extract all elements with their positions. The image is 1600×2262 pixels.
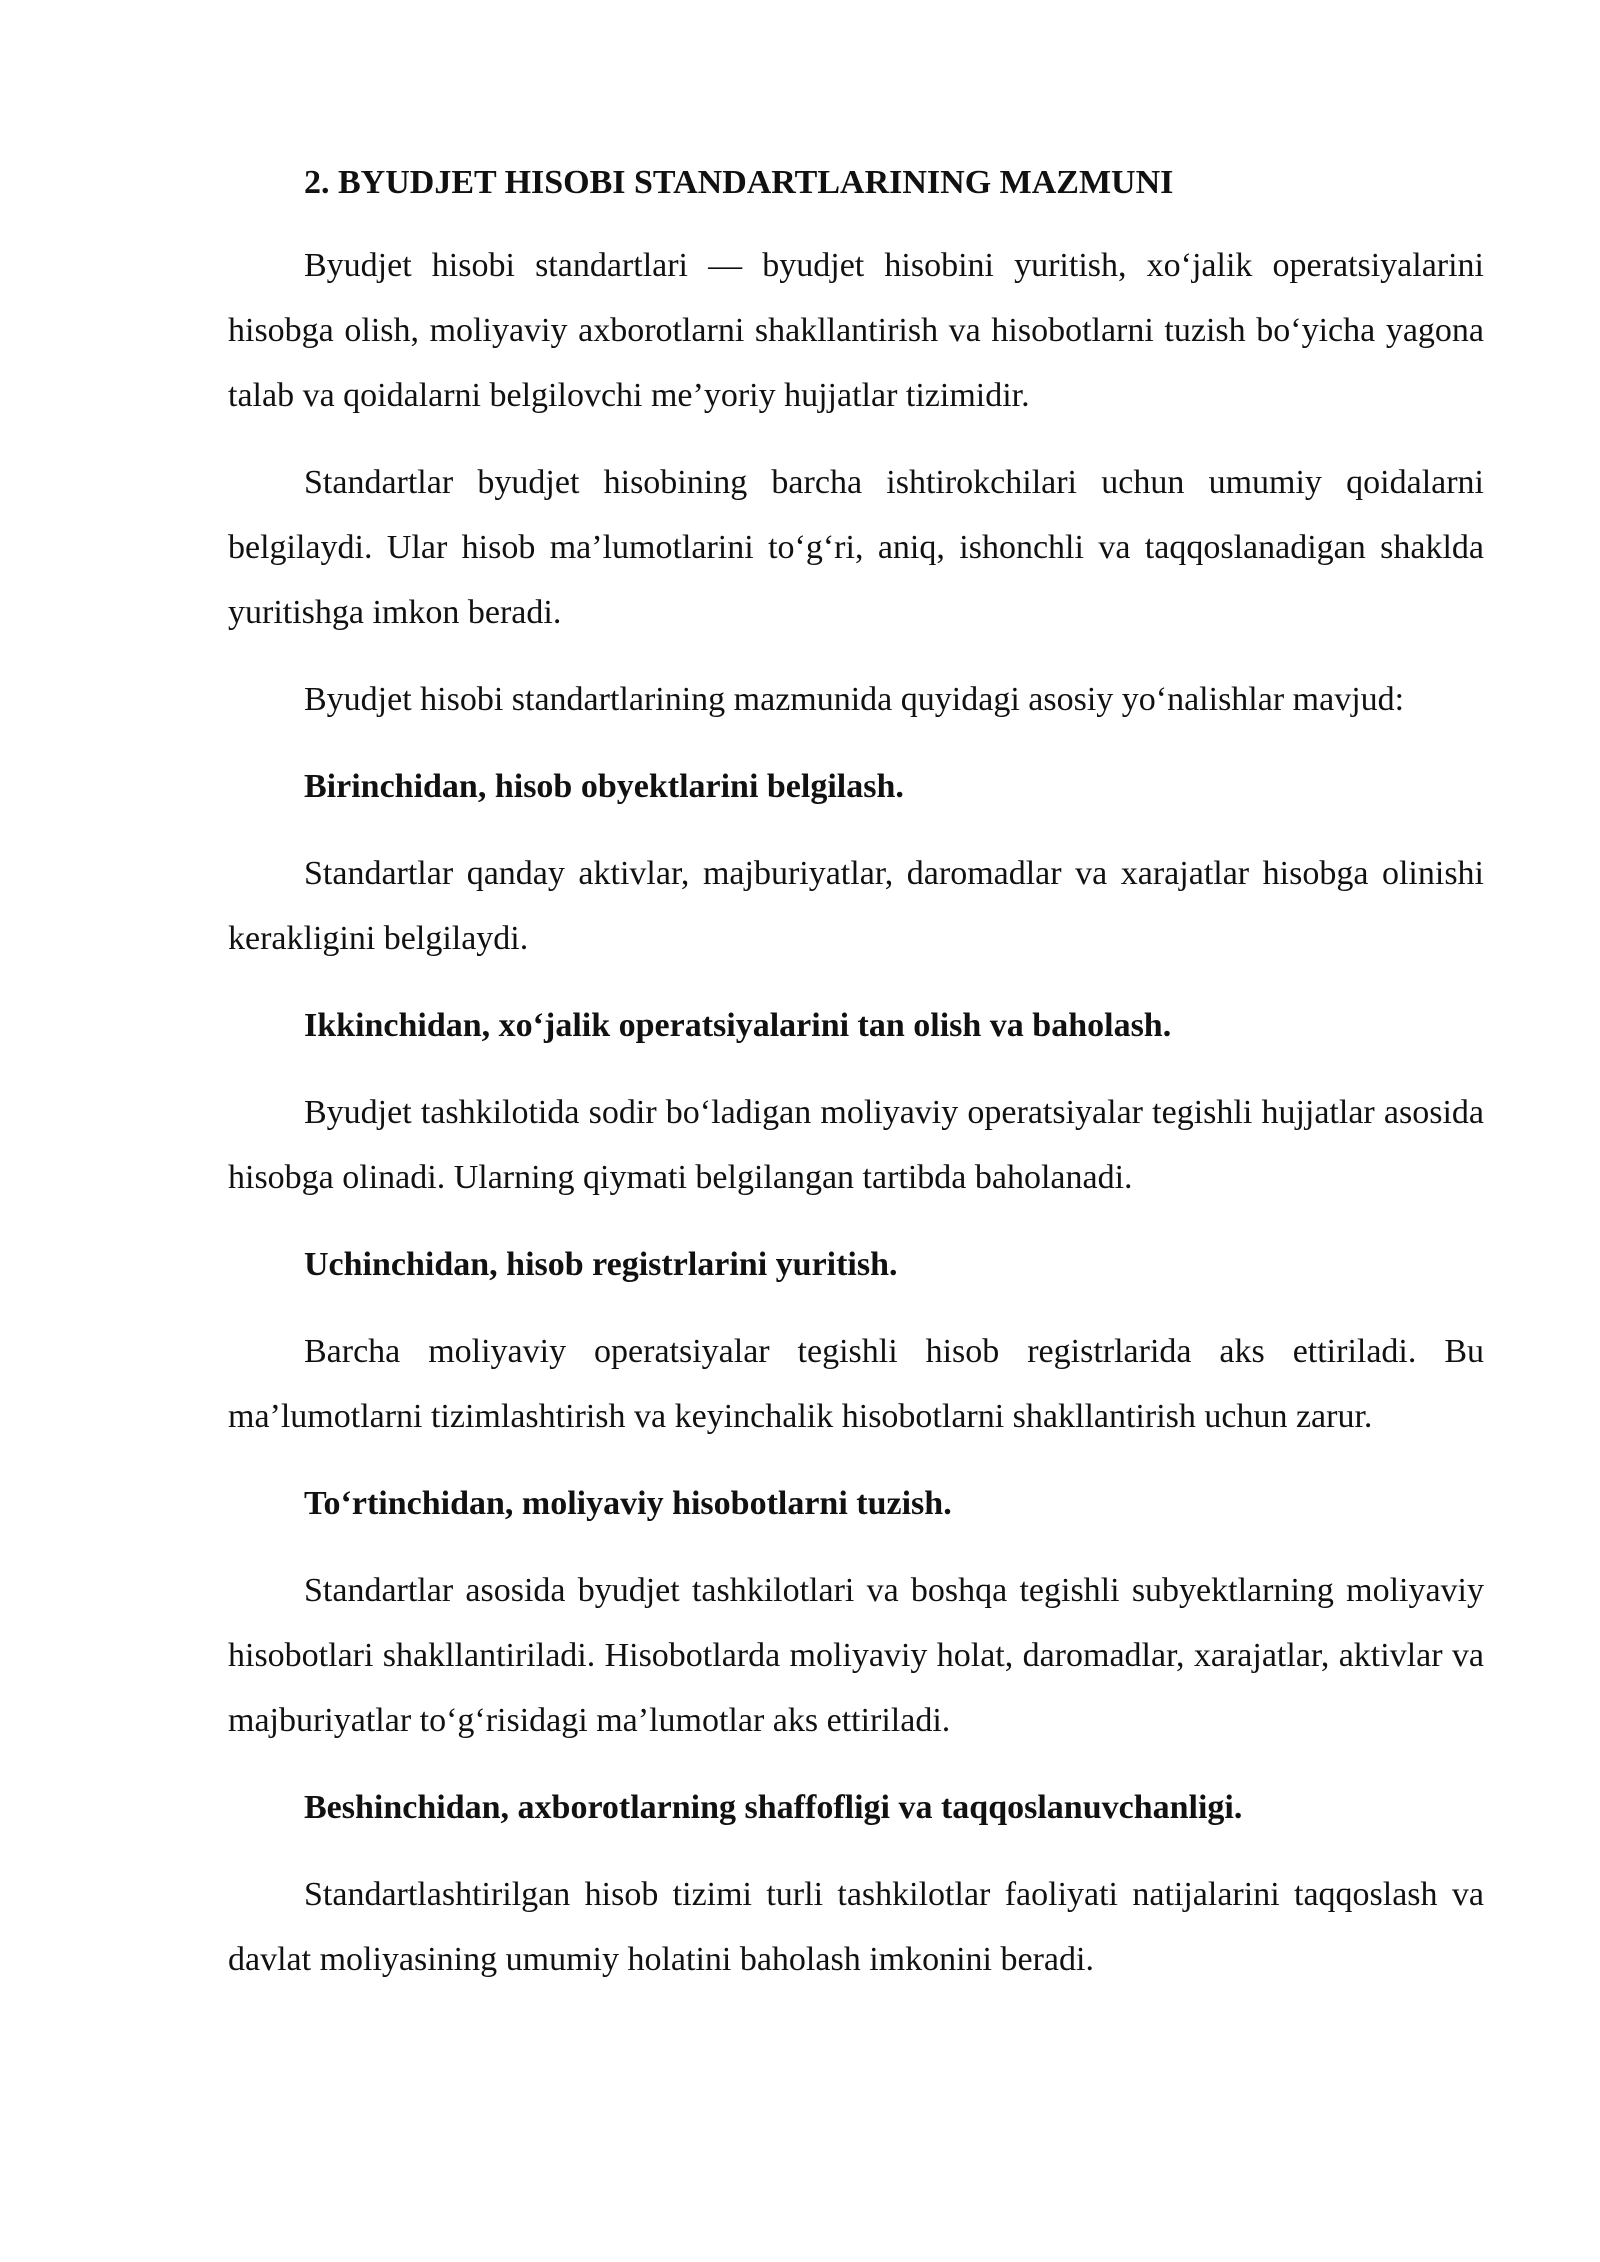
subheading-fourth: To‘rtinchidan, moliyaviy hisobotlarni tuzish. [304,1485,952,1522]
paragraph-definition: Byudjet hisobi standartlari — byudjet hisobini yuritish, xo‘jalik operatsiyalarini hisobga olish, moliyaviy axborotlarni shakllantirish va hisobotlarni tuzish bo‘yicha yagona talab va qoidalarni belgilovchi me’yoriy hujjatlar tizimidir. [228,247,1484,414]
paragraph-fourth: Standartlar asosida byudjet tashkilotlari va boshqa tegishli subyektlarning moliyaviy hisobotlari shakllantiriladi. Hisobotlarda moliyaviy holat, daromadlar, xarajatlar, aktivlar va majburiyatlar to‘g‘risidagi ma’lumotlar aks ettiriladi. [228,1572,1484,1739]
paragraph-first: Standartlar qanday aktivlar, majburiyatlar, daromadlar va xarajatlar hisobga olinishi kerakligini belgilaydi. [228,855,1484,957]
paragraph-standards-rules: Standartlar byudjet hisobining barcha ishtirokchilari uchun umumiy qoidalarni belgilaydi. Ular hisob ma’lumotlarini to‘g‘ri, aniq, ishonchli va taqqoslanadigan shaklda yuritishga imkon beradi. [228,464,1484,631]
subheading-fifth: Beshinchidan, axborotlarning shaffofligi va taqqoslanuvchanligi. [304,1789,1243,1826]
subheading-first: Birinchidan, hisob obyektlarini belgilash. [304,768,904,805]
subheading-second: Ikkinchidan, xo‘jalik operatsiyalarini tan olish va baholash. [304,1007,1172,1044]
subheading-third: Uchinchidan, hisob registrlarini yuritish. [304,1246,898,1283]
paragraph-main-directions: Byudjet hisobi standartlarining mazmunida quyidagi asosiy yo‘nalishlar mavjud: [304,681,1405,718]
paragraph-third: Barcha moliyaviy operatsiyalar tegishli hisob registrlarida aks ettiriladi. Bu ma’lumotlarni tizimlashtirish va keyinchalik hisobotlarni shakllantirish uchun zarur. [228,1333,1484,1435]
paragraph-second: Byudjet tashkilotida sodir bo‘ladigan moliyaviy operatsiyalar tegishli hujjatlar asosida hisobga olinadi. Ularning qiymati belgilangan tartibda baholanadi. [228,1094,1484,1196]
document-page [228,150,1484,2014]
paragraph-fifth: Standartlashtirilgan hisob tizimi turli tashkilotlar faoliyati natijalarini taqqoslash va davlat moliyasining umumiy holatini baholash imkonini beradi. [228,1876,1484,1978]
section-heading: 2. BYUDJET HISOBI STANDARTLARINING MAZMUNI [304,164,1174,201]
